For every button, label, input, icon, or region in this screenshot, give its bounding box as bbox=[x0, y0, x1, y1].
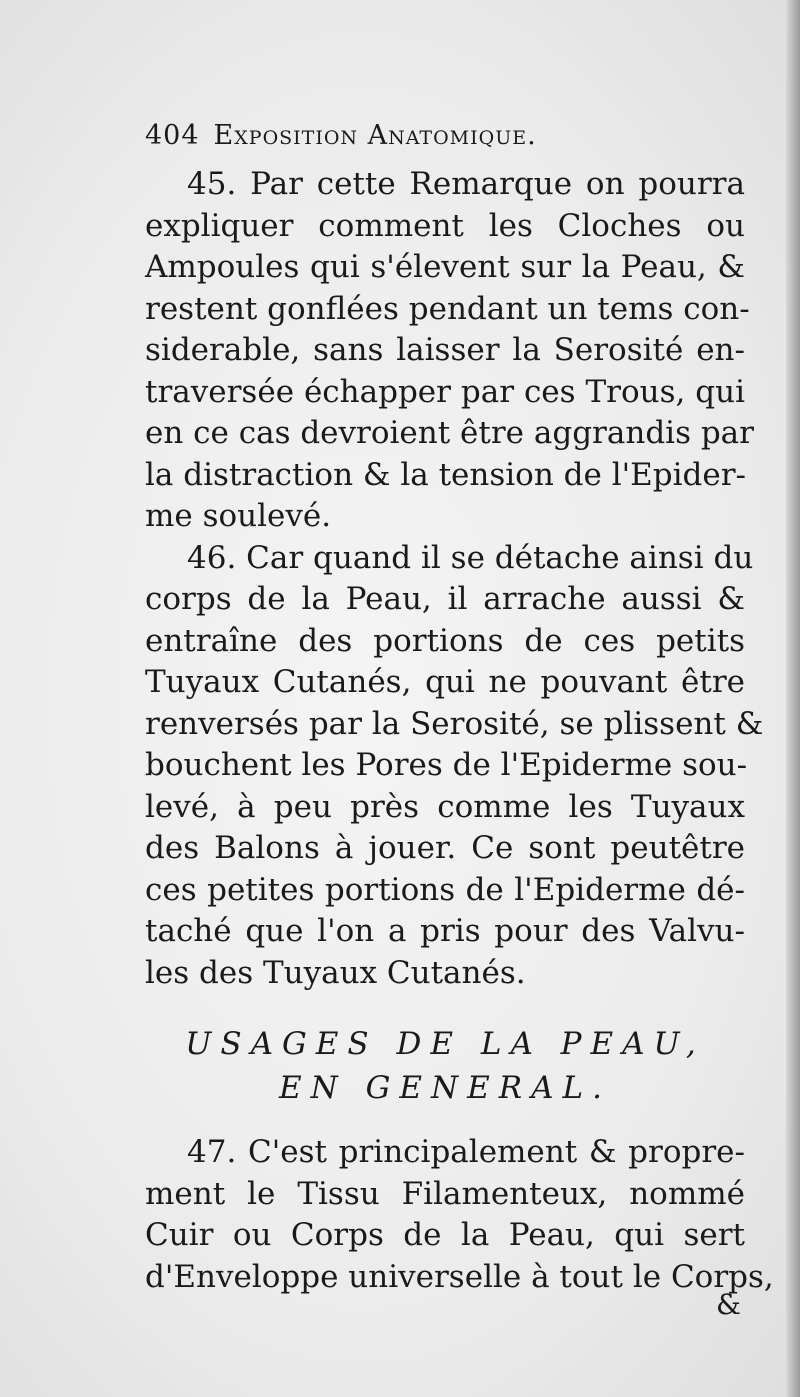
page-edge-shadow bbox=[786, 0, 800, 1397]
text-line: 45. Par cette Remarque on pourra bbox=[187, 166, 745, 202]
section-heading-line-2: EN GENERAL. bbox=[279, 1070, 611, 1106]
section-gap bbox=[145, 1110, 745, 1132]
paragraph-45 bbox=[145, 164, 754, 538]
paragraph-46 bbox=[145, 538, 764, 995]
section-heading-line-1: USAGES DE LA PEAU, bbox=[185, 1026, 705, 1062]
text-line: d'Enveloppe universelle à tout le Corps, bbox=[145, 1258, 774, 1295]
text-line: Ampoules qui s'élevent sur la Peau, & bbox=[145, 249, 745, 285]
text-line: corps de la Peau, il arrache aussi & bbox=[145, 581, 745, 617]
text-line: ment le Tissu Filamenteux, nommé bbox=[145, 1175, 745, 1212]
text-line: siderable, sans laisser la Serosité en- bbox=[145, 332, 745, 368]
catchword: & bbox=[716, 1288, 741, 1321]
paragraph-47 bbox=[145, 1132, 774, 1298]
text-line: Tuyaux Cutanés, qui ne pouvant être bbox=[145, 664, 745, 700]
page-number: 404 bbox=[145, 120, 200, 151]
text-line: expliquer comment les Cloches ou bbox=[145, 207, 745, 244]
text-line: traversée échapper par ces Trous, qui bbox=[145, 373, 745, 410]
text-line: 46. Car quand il se détache ainsi du bbox=[187, 539, 754, 576]
text-line: bouchent les Pores de l'Epiderme sou- bbox=[145, 747, 748, 783]
text-line: les des Tuyaux Cutanés. bbox=[145, 954, 526, 991]
running-title: Exposition Anatomique. bbox=[213, 120, 537, 151]
text-line: la distraction & la tension de l'Epider- bbox=[145, 456, 747, 493]
running-head bbox=[145, 120, 745, 164]
text-line: en ce cas devroient être aggrandis par bbox=[145, 415, 754, 451]
text-line: levé, à peu près comme les Tuyaux bbox=[145, 788, 745, 825]
text-line: Cuir ou Corps de la Peau, qui sert bbox=[145, 1217, 745, 1253]
page-text-block bbox=[145, 120, 774, 1298]
text-line: restent gonflées pendant un tems con- bbox=[145, 290, 750, 327]
text-line: des Balons à jouer. Ce sont peutêtre bbox=[145, 830, 745, 866]
text-line: me soulevé. bbox=[145, 498, 332, 534]
text-line: entraîne des portions de ces petits bbox=[145, 622, 745, 659]
section-gap bbox=[145, 994, 745, 1022]
text-line: taché que l'on a pris pour des Valvu- bbox=[145, 913, 745, 949]
text-line: 47. C'est principalement & propre- bbox=[187, 1134, 745, 1170]
text-line: renversés par la Serosité, se plissent & bbox=[145, 705, 764, 742]
section-heading bbox=[145, 1022, 745, 1110]
text-line: ces petites portions de l'Epiderme dé- bbox=[145, 871, 745, 908]
